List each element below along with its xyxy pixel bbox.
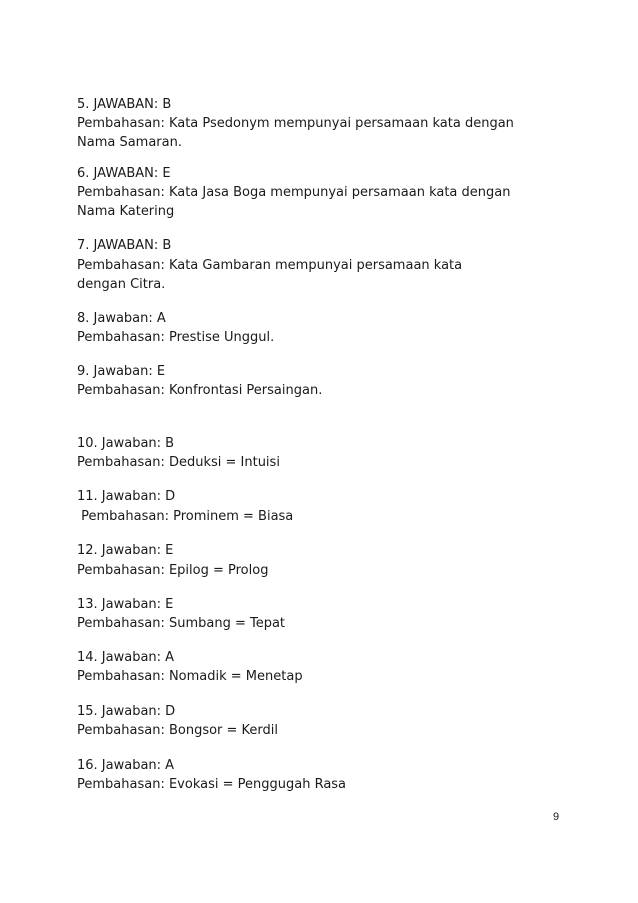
- answer-explanation: Pembahasan: Deduksi = Intuisi: [77, 455, 280, 470]
- answer-heading: 6. JAWABAN: E: [77, 166, 171, 181]
- answer-heading: 16. Jawaban: A: [77, 758, 175, 773]
- answer-heading: 15. Jawaban: D: [77, 704, 176, 719]
- answer-heading: 9. Jawaban: E: [77, 364, 166, 379]
- answer-explanation: Pembahasan: Kata Gambaran mempunyai persamaan kata: [77, 258, 463, 273]
- answer-explanation: Pembahasan: Prestise Unggul.: [77, 330, 275, 345]
- answer-explanation: Pembahasan: Prominem = Biasa: [77, 509, 294, 524]
- answer-explanation: Pembahasan: Sumbang = Tepat: [77, 616, 286, 631]
- answer-heading: 5. JAWABAN: B: [77, 97, 172, 112]
- answer-explanation: Pembahasan: Kata Jasa Boga mempunyai persamaan kata dengan: [77, 185, 511, 200]
- answer-heading: 10. Jawaban: B: [77, 436, 175, 451]
- answer-explanation: Nama Katering: [77, 204, 175, 219]
- answer-heading: 7. JAWABAN: B: [77, 238, 172, 253]
- answer-explanation: Pembahasan: Bongsor = Kerdil: [77, 723, 279, 738]
- answer-heading: 13. Jawaban: E: [77, 597, 174, 612]
- answer-explanation: Pembahasan: Epilog = Prolog: [77, 563, 269, 578]
- answer-heading: 14. Jawaban: A: [77, 650, 175, 665]
- answer-explanation: Pembahasan: Konfrontasi Persaingan.: [77, 383, 323, 398]
- answer-explanation: Pembahasan: Nomadik = Menetap: [77, 669, 303, 684]
- answer-explanation: Nama Samaran.: [77, 135, 182, 150]
- answer-heading: 8. Jawaban: A: [77, 311, 166, 326]
- answer-heading: 11. Jawaban: D: [77, 489, 176, 504]
- answer-explanation: Pembahasan: Evokasi = Penggugah Rasa: [77, 777, 347, 792]
- page-number: 9: [553, 811, 560, 823]
- answer-explanation: Pembahasan: Kata Psedonym mempunyai persamaan kata dengan: [77, 116, 514, 131]
- answer-explanation: dengan Citra.: [77, 277, 166, 292]
- answer-heading: 12. Jawaban: E: [77, 543, 174, 558]
